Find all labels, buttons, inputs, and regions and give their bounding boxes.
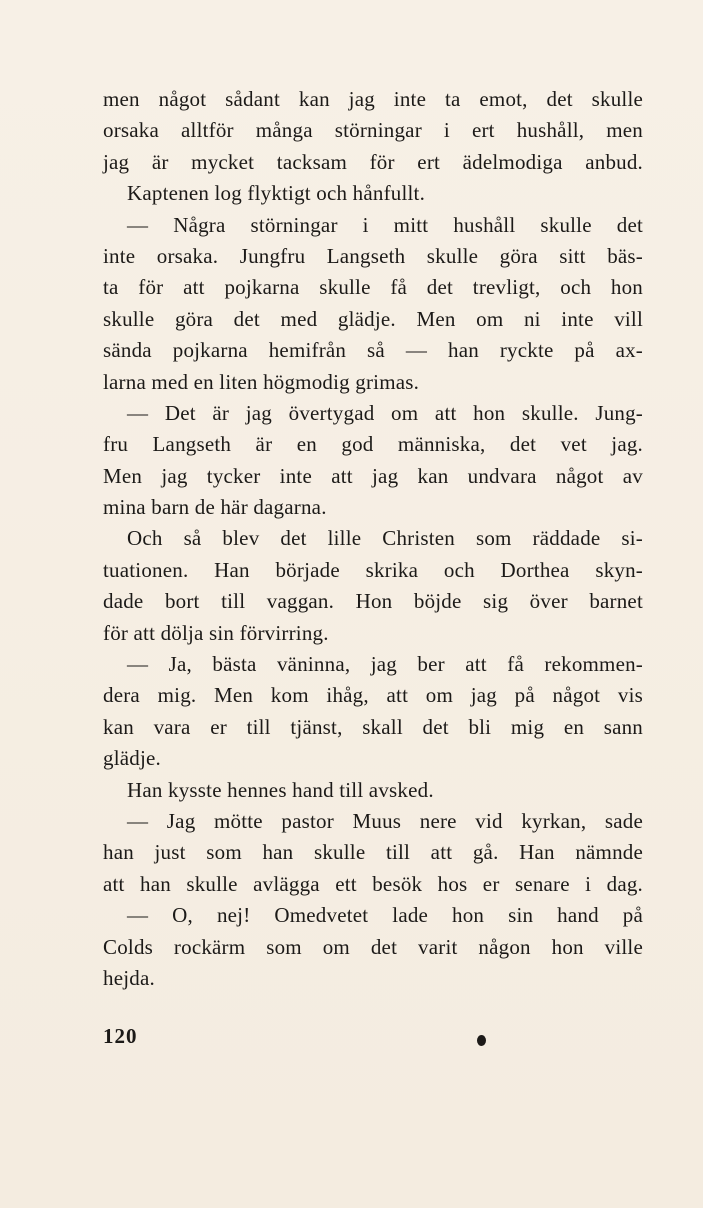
text-line: tuationen. Han började skrika och Dorthea skyn- bbox=[103, 557, 643, 582]
text-line: för att dölja sin förvirring. bbox=[103, 620, 329, 645]
text-line: dade bort till vaggan. Hon böjde sig över barnet bbox=[103, 589, 643, 614]
text-line: glädje. bbox=[103, 746, 161, 771]
text-line: — O, nej! Omedvetet lade hon sin hand på bbox=[127, 903, 643, 928]
text-line: orsaka alltför många störningar i ert hushåll, men bbox=[103, 118, 643, 143]
text-line: ta för att pojkarna skulle få det trevligt, och hon bbox=[103, 275, 643, 300]
text-line: han just som han skulle till att gå. Han nämnde bbox=[103, 840, 643, 865]
text-line: Colds rockärm som om det varit någon hon ville bbox=[103, 934, 643, 959]
text-line: — Det är jag övertygad om att hon skulle. Jung- bbox=[127, 400, 643, 425]
text-line: Och så blev det lille Christen som räddade si- bbox=[127, 526, 643, 551]
body-text bbox=[103, 84, 643, 994]
text-line: inte orsaka. Jungfru Langseth skulle göra sitt bäs- bbox=[103, 243, 643, 268]
text-line: Han kysste hennes hand till avsked. bbox=[127, 777, 434, 802]
page-footer bbox=[103, 1024, 643, 1056]
text-line: hejda. bbox=[103, 965, 155, 990]
text-line: fru Langseth är en god människa, det vet jag. bbox=[103, 432, 643, 457]
text-line: — Ja, bästa väninna, jag ber att få rekommen- bbox=[127, 652, 643, 677]
text-line: att han skulle avlägga ett besök hos er senare i dag. bbox=[103, 871, 643, 896]
text-line: Kaptenen log flyktigt och hånfullt. bbox=[127, 181, 426, 206]
text-line: larna med en liten högmodig grimas. bbox=[103, 369, 420, 394]
text-line: — Jag mötte pastor Muus nere vid kyrkan, sade bbox=[127, 808, 643, 833]
text-line: dera mig. Men kom ihåg, att om jag på något vis bbox=[103, 683, 643, 708]
text-line: jag är mycket tacksam för ert ädelmodiga anbud. bbox=[103, 149, 643, 174]
text-line: skulle göra det med glädje. Men om ni inte vill bbox=[103, 306, 643, 331]
text-line: — Några störningar i mitt hushåll skulle det bbox=[127, 212, 643, 237]
bullet-mark-icon bbox=[477, 1035, 486, 1046]
text-line: men något sådant kan jag inte ta emot, det skulle bbox=[103, 87, 643, 111]
text-line: sända pojkarna hemifrån så — han ryckte på ax- bbox=[103, 338, 643, 363]
text-line: mina barn de här dagarna. bbox=[103, 495, 327, 520]
text-line: kan vara er till tjänst, skall det bli mig en sann bbox=[103, 714, 643, 739]
page-number: 120 bbox=[103, 1024, 138, 1048]
text-line: Men jag tycker inte att jag kan undvara något av bbox=[103, 463, 643, 488]
